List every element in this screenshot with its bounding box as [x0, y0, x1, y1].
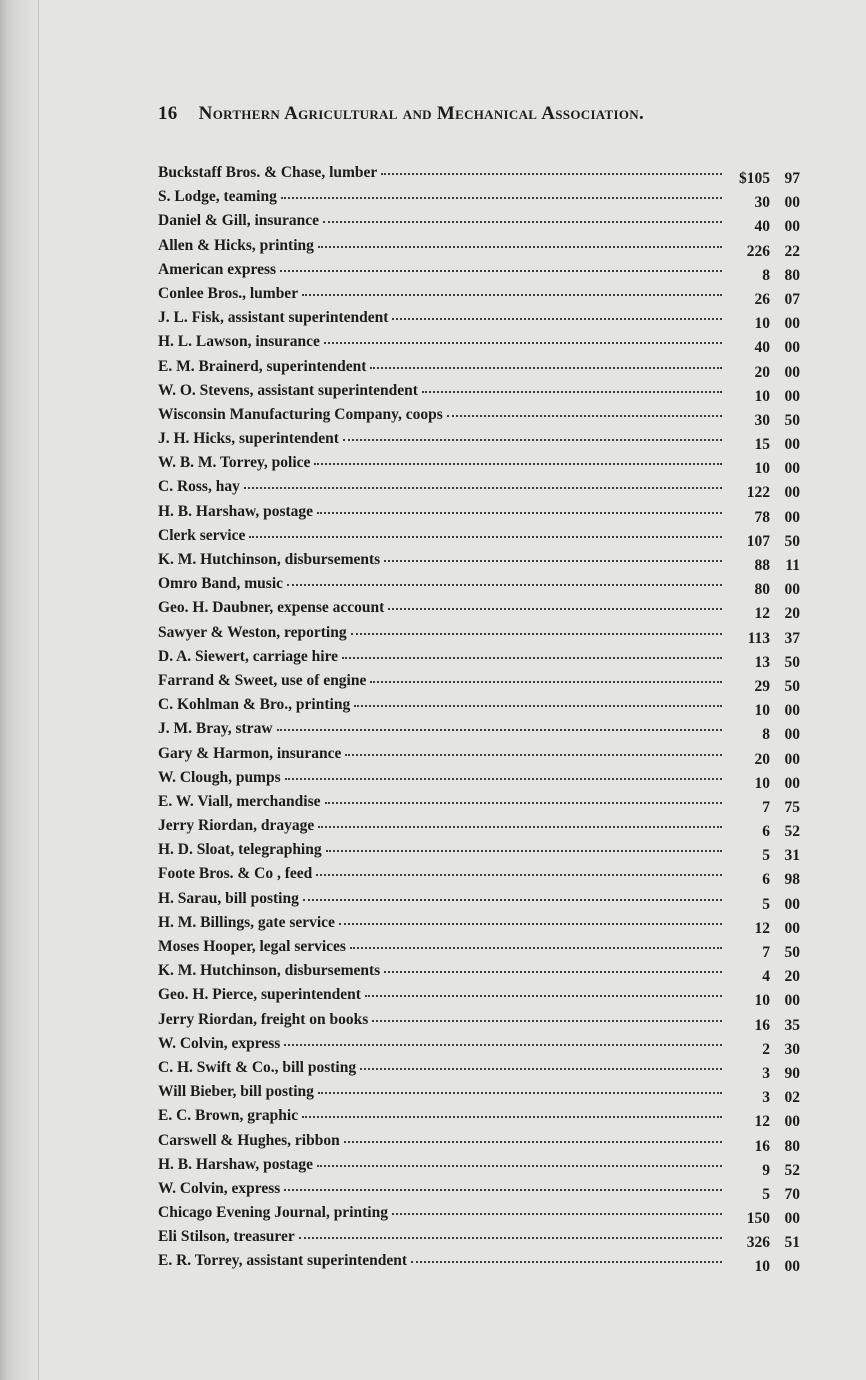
entry-amount	[726, 1110, 800, 1134]
entry-payee: J. M. Bray, straw	[158, 720, 273, 738]
entry-payee: Carswell & Hughes, ribbon	[158, 1131, 340, 1149]
expense-entry	[158, 1249, 800, 1276]
amount-dollars: 326	[746, 1234, 770, 1252]
amount-cents: 90	[784, 1064, 800, 1082]
running-head	[158, 100, 800, 128]
amount-cents: 00	[784, 218, 800, 236]
entry-payee: Wisconsin Manufacturing Company, coops	[158, 405, 443, 423]
expense-entry	[158, 983, 800, 1010]
expense-entry	[158, 790, 800, 814]
entry-amount	[726, 433, 800, 457]
entry-payee: W. Colvin, express	[158, 1034, 281, 1052]
dot-leader	[281, 193, 722, 199]
entry-amount	[726, 409, 800, 433]
amount-cents: 50	[784, 653, 800, 671]
amount-dollars: 30	[754, 194, 770, 212]
expense-entry	[158, 742, 800, 766]
amount-cents: 70	[784, 1185, 800, 1203]
amount-dollars: 12	[754, 1113, 770, 1131]
amount-dollars: 5	[762, 847, 770, 865]
amount-cents: 20	[784, 605, 800, 623]
amount-cents: 35	[784, 1016, 800, 1034]
dot-leader	[316, 870, 722, 876]
amount-cents: 00	[784, 460, 800, 478]
entry-payee: S. Lodge, teaming	[158, 188, 277, 206]
expense-entry	[158, 1201, 800, 1228]
amount-dollars: $105	[739, 170, 770, 187]
amount-cents: 00	[784, 363, 800, 381]
expense-entry	[158, 814, 800, 841]
amount-dollars: 15	[754, 436, 770, 454]
dot-leader	[372, 1016, 722, 1022]
dot-leader	[381, 169, 722, 175]
dot-leader	[392, 1209, 722, 1215]
entry-amount	[726, 772, 800, 796]
entry-amount	[726, 240, 800, 264]
entry-amount	[726, 288, 800, 312]
entry-payee: H. B. Harshaw, postage	[158, 1155, 314, 1173]
dot-leader	[447, 411, 722, 417]
amount-dollars: 10	[754, 315, 770, 333]
entry-amount	[726, 1159, 800, 1183]
entry-amount	[726, 917, 800, 941]
entry-amount	[726, 312, 800, 336]
amount-dollars: 10	[754, 1258, 770, 1276]
entry-amount	[726, 965, 800, 989]
amount-cents: 75	[784, 798, 800, 816]
expense-entry	[158, 1080, 800, 1107]
amount-dollars: 20	[754, 363, 770, 381]
expense-entry	[158, 959, 800, 986]
entry-payee: D. A. Siewert, carriage hire	[158, 647, 339, 665]
entry-payee: C. Ross, hay	[158, 478, 240, 496]
entry-amount	[726, 554, 800, 578]
entry-payee: H. B. Harshaw, postage	[158, 502, 314, 520]
dot-leader	[284, 1040, 722, 1046]
expense-entry	[158, 572, 800, 599]
expense-entry	[158, 355, 800, 379]
amount-cents: 00	[784, 1210, 800, 1228]
amount-dollars: 78	[754, 508, 770, 526]
dot-leader	[384, 967, 722, 973]
entry-amount	[726, 530, 800, 554]
expense-entry	[158, 475, 800, 502]
amount-cents: 31	[784, 847, 800, 865]
amount-cents: 07	[784, 290, 800, 308]
entry-amount	[726, 627, 800, 651]
entry-payee: C. H. Swift & Co., bill posting	[158, 1058, 357, 1076]
dot-leader	[384, 556, 722, 562]
amount-cents: 50	[784, 677, 800, 695]
expense-entry	[158, 1104, 800, 1131]
entry-amount	[726, 651, 800, 675]
amount-cents: 00	[784, 508, 800, 526]
amount-cents: 98	[784, 871, 800, 889]
expense-entry	[158, 621, 800, 645]
entry-amount	[726, 1014, 800, 1038]
expense-entry	[158, 258, 800, 282]
entry-payee: K. M. Hutchinson, disbursements	[158, 962, 381, 980]
entry-amount	[726, 844, 800, 868]
entry-payee: Gary & Harmon, insurance	[158, 744, 342, 762]
dot-leader	[287, 580, 722, 586]
amount-dollars: 88	[754, 557, 770, 574]
amount-dollars: 8	[762, 726, 770, 744]
entry-amount	[726, 989, 800, 1013]
dot-leader	[317, 508, 722, 514]
amount-cents: 97	[784, 170, 800, 187]
entry-amount	[726, 264, 800, 288]
dot-leader	[422, 387, 722, 393]
amount-dollars: 10	[754, 387, 770, 405]
amount-cents: 80	[784, 1137, 800, 1155]
expense-list	[158, 161, 800, 1274]
amount-dollars: 6	[762, 871, 770, 889]
amount-cents: 37	[784, 629, 800, 647]
amount-dollars: 150	[746, 1210, 770, 1228]
entry-payee: Omro Band, music	[158, 575, 284, 593]
entry-amount	[726, 1135, 800, 1159]
entry-amount	[726, 1183, 800, 1207]
dot-leader	[302, 1112, 722, 1118]
amount-cents: 00	[784, 581, 800, 599]
amount-cents: 00	[784, 895, 800, 913]
dot-leader	[318, 1088, 722, 1094]
expense-entry	[158, 1129, 800, 1153]
entry-payee: American express	[158, 260, 277, 278]
expense-entry	[158, 838, 800, 865]
dot-leader	[302, 290, 722, 296]
expense-entry	[158, 645, 800, 669]
amount-cents: 00	[784, 992, 800, 1010]
expense-entry	[158, 330, 800, 357]
amount-dollars: 26	[754, 290, 770, 308]
expense-entry	[158, 161, 800, 185]
expense-entry	[158, 693, 800, 720]
amount-cents: 51	[784, 1234, 800, 1252]
amount-dollars: 9	[762, 1161, 770, 1179]
expense-entry	[158, 548, 800, 572]
amount-cents: 50	[784, 944, 800, 961]
entry-payee: Will Bieber, bill posting	[158, 1083, 314, 1101]
entry-payee: E. W. Viall, merchandise	[158, 792, 321, 810]
amount-dollars: 107	[746, 532, 770, 550]
amount-dollars: 12	[754, 605, 770, 623]
entry-amount	[726, 361, 800, 385]
expense-entry	[158, 185, 800, 212]
dot-leader	[299, 1233, 722, 1239]
entry-payee: Moses Hooper, legal services	[158, 938, 346, 955]
entry-payee: E. M. Brainerd, superintendent	[158, 357, 367, 375]
expense-entry	[158, 1056, 800, 1080]
amount-dollars: 2	[762, 1040, 770, 1058]
entry-payee: Farrand & Sweet, use of engine	[158, 671, 367, 689]
expense-entry	[158, 1153, 800, 1177]
amount-cents: 30	[784, 1040, 800, 1058]
book-page	[158, 100, 800, 1274]
dot-leader	[370, 677, 722, 683]
entry-payee: Geo. H. Pierce, superintendent	[158, 986, 361, 1004]
amount-cents: 80	[784, 266, 800, 284]
amount-cents: 50	[784, 532, 800, 550]
expense-entry	[158, 234, 800, 258]
amount-dollars: 3	[762, 1089, 770, 1107]
entry-amount	[726, 602, 800, 626]
dot-leader	[280, 266, 722, 272]
amount-dollars: 40	[754, 339, 770, 357]
entry-amount	[726, 578, 800, 602]
dot-leader	[314, 459, 722, 465]
entry-payee: Eli Stilson, treasurer	[158, 1228, 295, 1246]
expense-entry	[158, 1008, 800, 1032]
expense-entry	[158, 379, 800, 403]
entry-payee: H. D. Sloat, telegraphing	[158, 841, 322, 859]
expense-entry	[158, 427, 800, 454]
amount-cents: 00	[784, 1258, 800, 1276]
amount-dollars: 5	[762, 895, 770, 913]
amount-dollars: 40	[754, 218, 770, 236]
dot-leader	[244, 483, 722, 489]
entry-amount	[726, 506, 800, 530]
amount-cents: 00	[784, 726, 800, 744]
expense-entry	[158, 306, 800, 333]
amount-dollars: 4	[762, 968, 770, 986]
entry-payee: Foote Bros. & Co , feed	[158, 865, 313, 883]
expense-entry	[158, 717, 800, 744]
dot-leader	[323, 217, 722, 223]
entry-amount	[726, 675, 800, 699]
amount-cents: 00	[784, 1113, 800, 1131]
dot-leader	[317, 1161, 722, 1167]
amount-dollars: 20	[754, 750, 770, 768]
dot-leader	[277, 725, 722, 731]
amount-dollars: 6	[762, 823, 770, 841]
entry-payee: Buckstaff Bros. & Chase, lumber	[158, 164, 378, 181]
entry-payee: E. R. Torrey, assistant superintendent	[158, 1252, 408, 1270]
amount-cents: 00	[784, 484, 800, 502]
dot-leader	[284, 1185, 722, 1191]
entry-amount	[726, 215, 800, 239]
amount-dollars: 10	[754, 702, 770, 720]
expense-entry	[158, 766, 800, 790]
entry-amount	[726, 893, 800, 917]
entry-amount	[726, 1038, 800, 1062]
entry-amount	[726, 748, 800, 772]
entry-payee: Geo. H. Daubner, expense account	[158, 599, 385, 617]
entry-payee: Clerk service	[158, 526, 246, 544]
entry-amount	[726, 191, 800, 215]
dot-leader	[303, 895, 722, 901]
entry-amount	[726, 796, 800, 820]
entry-payee: C. Kohlman & Bro., printing	[158, 696, 351, 714]
amount-cents: 11	[785, 557, 800, 574]
amount-dollars: 13	[754, 653, 770, 671]
entry-payee: H. Sarau, bill posting	[158, 889, 299, 907]
amount-dollars: 10	[754, 992, 770, 1010]
dot-leader	[343, 435, 722, 441]
entry-payee: J. H. Hicks, superintendent	[158, 430, 339, 448]
entry-payee: W. O. Stevens, assistant superintendent	[158, 381, 418, 399]
expense-entry	[158, 451, 800, 478]
entry-payee: Jerry Riordan, freight on books	[158, 1010, 369, 1028]
amount-cents: 00	[784, 919, 800, 937]
entry-amount	[726, 1062, 800, 1086]
dot-leader	[388, 604, 722, 610]
entry-payee: K. M. Hutchinson, disbursements	[158, 551, 381, 568]
entry-payee: J. L. Fisk, assistant superintendent	[158, 309, 389, 327]
expense-entry	[158, 862, 800, 889]
dot-leader	[249, 532, 722, 538]
entry-amount	[726, 385, 800, 409]
entry-payee: E. C. Brown, graphic	[158, 1107, 299, 1125]
page-binding-edge	[38, 0, 39, 1380]
entry-amount	[726, 1086, 800, 1110]
amount-dollars: 16	[754, 1137, 770, 1155]
dot-leader	[318, 822, 722, 828]
amount-cents: 20	[784, 968, 800, 986]
dot-leader	[344, 1137, 722, 1143]
expense-entry	[158, 209, 800, 236]
dot-leader	[285, 774, 722, 780]
entry-amount	[726, 820, 800, 844]
dot-leader	[345, 750, 722, 756]
dot-leader	[411, 1257, 722, 1263]
amount-cents: 00	[784, 387, 800, 405]
entry-amount	[726, 941, 800, 965]
dot-leader	[350, 943, 722, 949]
amount-dollars: 3	[762, 1064, 770, 1082]
entry-amount	[726, 167, 800, 191]
entry-amount	[726, 1255, 800, 1279]
expense-entry	[158, 1177, 800, 1201]
expense-entry	[158, 1032, 800, 1056]
amount-dollars: 113	[747, 629, 770, 647]
dot-leader	[360, 1064, 722, 1070]
expense-entry	[158, 1225, 800, 1252]
page-binding-shadow	[0, 0, 40, 1380]
expense-entry	[158, 935, 800, 959]
entry-payee: Conlee Bros., lumber	[158, 284, 299, 302]
amount-dollars: 30	[754, 411, 770, 429]
amount-cents: 52	[784, 1161, 800, 1179]
amount-dollars: 5	[762, 1185, 770, 1203]
dot-leader	[342, 653, 722, 659]
amount-cents: 00	[784, 315, 800, 333]
entry-payee: Sawyer & Weston, reporting	[158, 623, 347, 641]
dot-leader	[365, 991, 722, 997]
dot-leader	[392, 314, 722, 320]
entry-payee: Daniel & Gill, insurance	[158, 212, 320, 230]
entry-amount	[726, 699, 800, 723]
expense-entry	[158, 669, 800, 693]
entry-amount	[726, 1231, 800, 1255]
amount-cents: 00	[784, 194, 800, 212]
amount-dollars: 122	[746, 484, 770, 502]
amount-cents: 52	[784, 823, 800, 841]
entry-amount	[726, 481, 800, 505]
amount-cents: 00	[784, 339, 800, 357]
expense-entry	[158, 887, 800, 911]
entry-payee: Allen & Hicks, printing	[158, 236, 314, 254]
dot-leader	[351, 629, 722, 635]
entry-payee: Jerry Riordan, drayage	[158, 817, 315, 835]
expense-entry	[158, 500, 800, 524]
amount-dollars: 10	[754, 460, 770, 478]
amount-dollars: 29	[754, 677, 770, 695]
entry-payee: W. Colvin, express	[158, 1179, 281, 1197]
page-number: 16	[158, 103, 178, 124]
entry-amount	[726, 723, 800, 747]
amount-cents: 00	[784, 436, 800, 454]
expense-entry	[158, 911, 800, 935]
amount-dollars: 16	[754, 1016, 770, 1034]
dot-leader	[325, 798, 723, 804]
amount-dollars: 12	[754, 919, 770, 937]
expense-entry	[158, 282, 800, 306]
expense-entry	[158, 524, 800, 548]
amount-cents: 00	[784, 774, 800, 792]
dot-leader	[324, 338, 722, 344]
amount-dollars: 226	[746, 242, 770, 260]
entry-amount	[726, 1207, 800, 1231]
entry-payee: W. Clough, pumps	[158, 768, 281, 786]
dot-leader	[354, 701, 722, 707]
amount-cents: 22	[784, 242, 800, 260]
dot-leader	[370, 363, 722, 369]
entry-amount	[726, 336, 800, 360]
amount-dollars: 7	[762, 944, 770, 961]
amount-dollars: 7	[762, 798, 770, 816]
amount-dollars: 80	[754, 581, 770, 599]
page-title: Northern Agricultural and Mechanical Association.	[198, 103, 645, 124]
entry-payee: W. B. M. Torrey, police	[158, 454, 311, 472]
amount-dollars: 10	[754, 774, 770, 792]
entry-amount	[726, 868, 800, 892]
entry-payee: H. M. Billings, gate service	[158, 913, 335, 931]
dot-leader	[339, 919, 722, 925]
amount-cents: 00	[784, 702, 800, 720]
expense-entry	[158, 596, 800, 623]
entry-payee: Chicago Evening Journal, printing	[158, 1204, 388, 1222]
entry-amount	[726, 457, 800, 481]
amount-cents: 02	[784, 1089, 800, 1107]
dot-leader	[318, 242, 722, 248]
expense-entry	[158, 403, 800, 427]
amount-cents: 50	[784, 411, 800, 429]
entry-payee: H. L. Lawson, insurance	[158, 333, 320, 351]
dot-leader	[326, 846, 722, 852]
amount-dollars: 8	[762, 266, 770, 284]
amount-cents: 00	[784, 750, 800, 768]
